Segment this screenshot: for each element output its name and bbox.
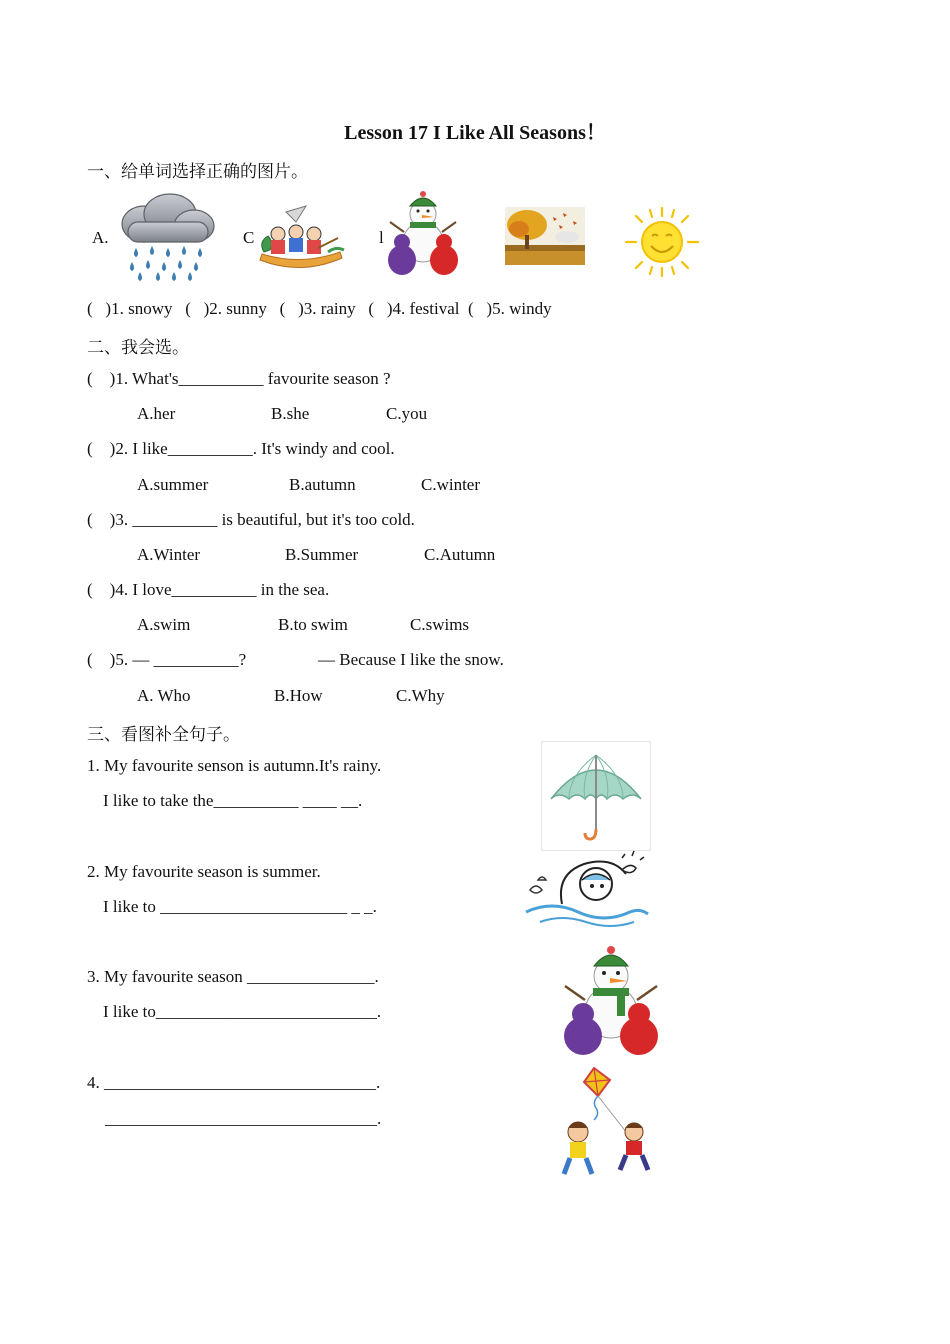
picture-label-l: l [379, 228, 384, 247]
q3-option-a: A.Winter [137, 545, 201, 564]
snowman-icon [557, 944, 665, 1056]
section1-items: ( )1. snowy ( )2. sunny ( )3. rainy ( )4. festival ( )5. windy [87, 299, 552, 318]
question-2: ( )2. I like__________. It's windy and cool. [87, 439, 395, 458]
umbrella-icon [541, 741, 651, 851]
question-3: ( )3. __________ is beautiful, but it's too cold. [87, 510, 415, 529]
question-5: ( )5. — __________? [87, 650, 247, 669]
section2-heading: 二、我会选。 [87, 338, 189, 358]
snowman-icon [382, 188, 464, 276]
sun-icon [622, 206, 702, 278]
question-5-answer: — Because I like the snow. [318, 650, 504, 669]
q3-option-b: B.Summer [285, 545, 359, 564]
q4-option-c: C.swims [410, 615, 470, 634]
picture-label-c: C [243, 228, 255, 247]
kite-children-icon [558, 1064, 660, 1180]
dragon-boat-icon [256, 202, 346, 278]
q5-option-c: C.Why [396, 686, 445, 705]
q2-option-a: A.summer [137, 475, 209, 494]
q4-option-a: A.swim [137, 615, 191, 634]
section1-heading: 一、给单词选择正确的图片。 [87, 162, 308, 182]
q1-option-b: B.she [271, 404, 310, 423]
question-1: ( )1. What's__________ favourite season ? [87, 369, 391, 388]
autumn-tree-icon [505, 207, 585, 265]
section3-heading: 三、看图补全句子。 [87, 725, 240, 745]
s3-item1-line1: 1. My favourite senson is autumn.It's rainy. [87, 756, 382, 775]
picture-label-a: A. [92, 228, 109, 247]
s3-item1-line2: I like to take the__________ ____ __. [103, 791, 363, 810]
swimmer-icon [522, 850, 650, 932]
q1-option-a: A.her [137, 404, 176, 423]
page-title: Lesson 17 I Like All Seasons！ [344, 122, 606, 144]
s3-item4-line1: 4. ________________________________. [87, 1073, 381, 1092]
s3-item2-line2: I like to ______________________ _ _. [103, 897, 377, 916]
q2-option-b: B.autumn [289, 475, 356, 494]
s3-item2-line1: 2. My favourite season is summer. [87, 862, 321, 881]
s3-item3-line1: 3. My favourite season _______________. [87, 967, 379, 986]
s3-item4-line2: ________________________________. [105, 1109, 382, 1128]
question-4: ( )4. I love__________ in the sea. [87, 580, 330, 599]
s3-item3-line2: I like to__________________________. [103, 1002, 382, 1021]
q5-option-a: A. Who [137, 686, 191, 705]
q4-option-b: B.to swim [278, 615, 348, 634]
rain-cloud-icon [118, 192, 216, 284]
q2-option-c: C.winter [421, 475, 481, 494]
q3-option-c: C.Autumn [424, 545, 496, 564]
q1-option-c: C.you [386, 404, 428, 423]
q5-option-b: B.How [274, 686, 323, 705]
